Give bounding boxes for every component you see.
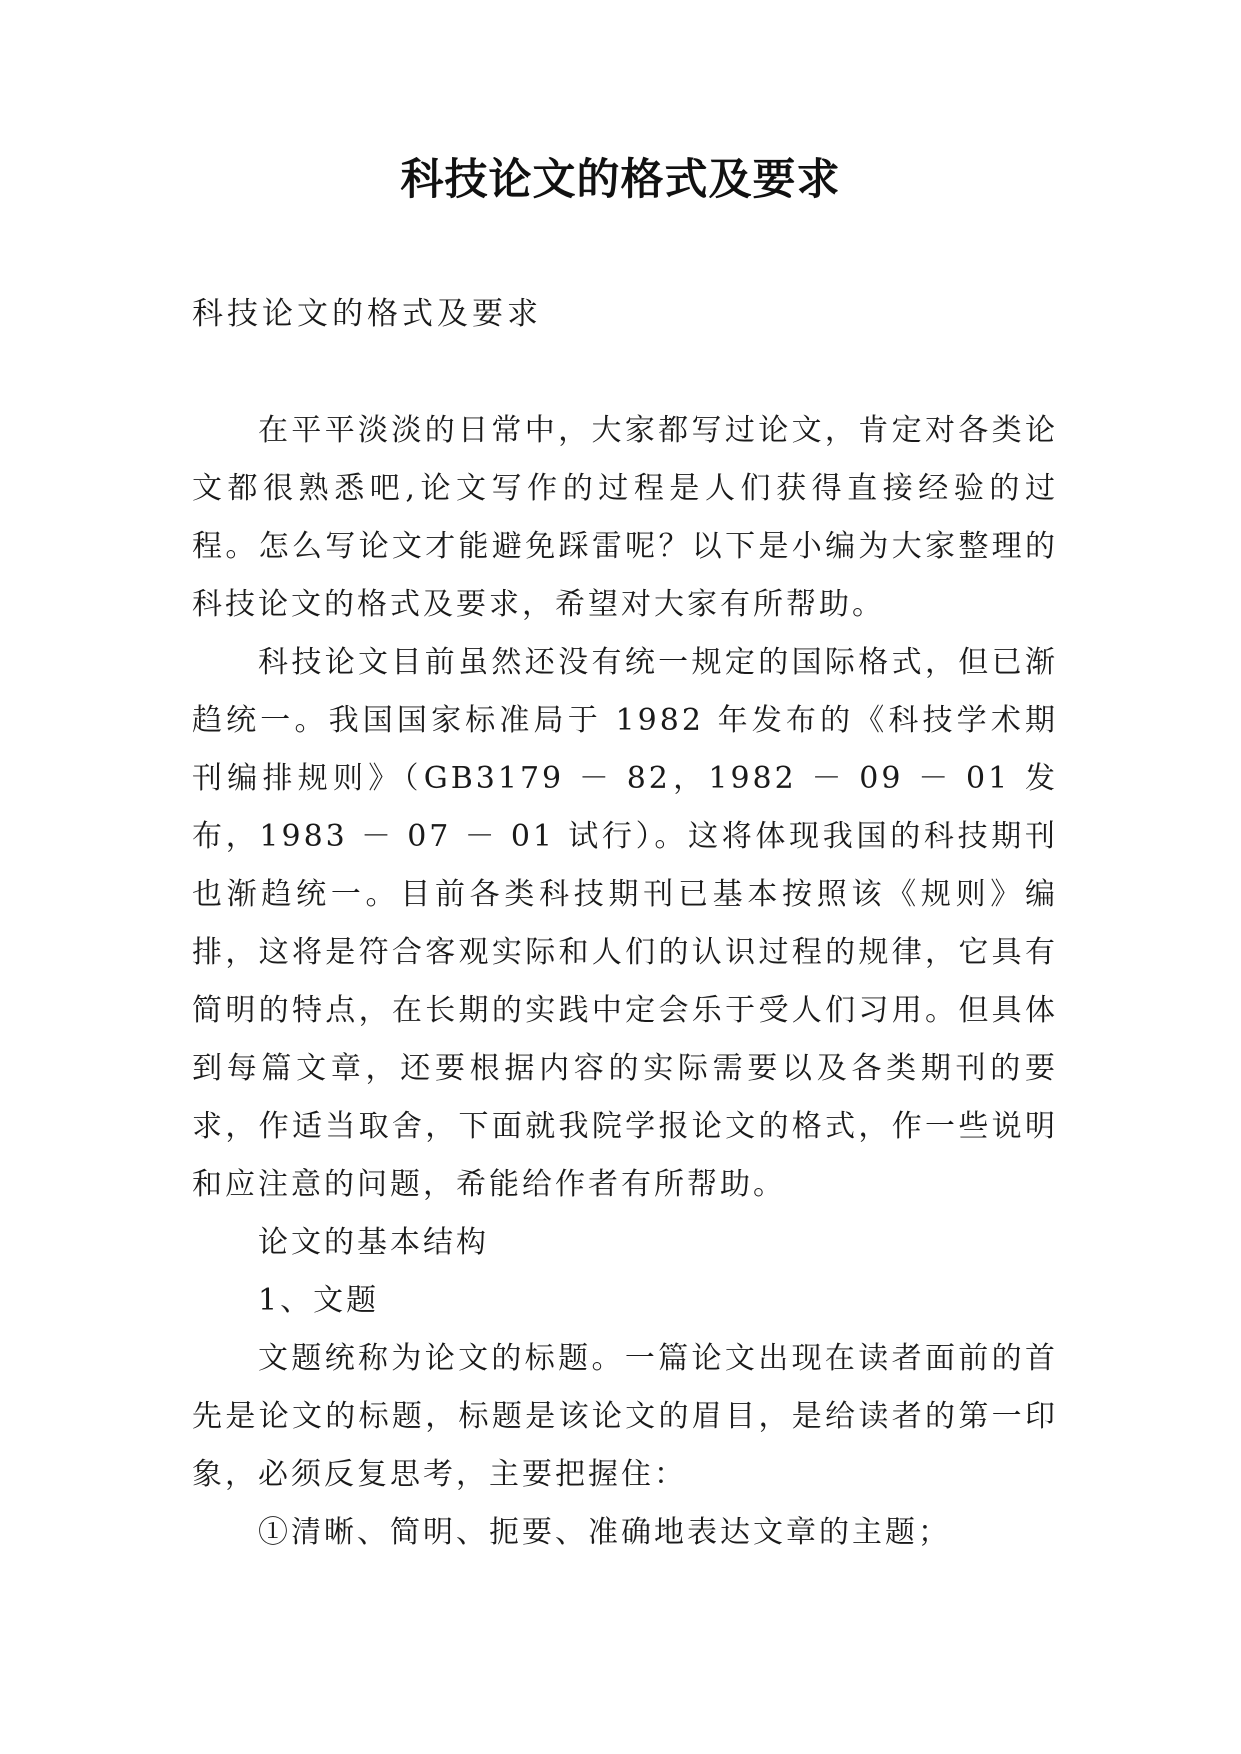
paragraph-intro: 在平平淡淡的日常中，大家都写过论文，肯定对各类论文都很熟悉吧,论文写作的过程是人们获得直接经验的过程。怎么写论文才能避免踩雷呢？以下是小编为大家整理的科技论文的格式及要求，希望对大家有所帮助。 [192, 413, 1058, 622]
document-body [192, 402, 1058, 1562]
paragraph-title-description: 文题统称为论文的标题。一篇论文出现在读者面前的首先是论文的标题，标题是该论文的眉目，是给读者的第一印象，必须反复思考，主要把握住： [192, 1341, 1058, 1492]
section-heading-basic-structure: 论文的基本结构 [258, 1225, 489, 1260]
list-item-1: ①清晰、简明、扼要、准确地表达文章的主题； [258, 1515, 951, 1550]
paragraph-format-overview: 科技论文目前虽然还没有统一规定的国际格式，但已渐趋统一。我国国家标准局于 1982 年发布的《科技学术期刊编排规则》（GB3179 － 82，1982 － 09 － 01 发布，1983 － 07 － 01 试行）。这将体现我国的科技期刊也渐趋统一。目前各类科技期刊已基本按照该《规则》编排，这将是符合客观实际和人们的认识过程的规律，它具有简明的特点，在长期的实践中定会乐于受人们习用。但具体到每篇文章，还要根据内容的实际需要以及各类期刊的要求，作适当取舍，下面就我院学报论文的格式，作一些说明和应注意的问题，希能给作者有所帮助。 [192, 645, 1058, 1202]
document-subtitle: 科技论文的格式及要求 [192, 296, 542, 332]
section-heading-title: 1、文题 [258, 1283, 380, 1318]
document-title: 科技论文的格式及要求 [400, 155, 841, 205]
